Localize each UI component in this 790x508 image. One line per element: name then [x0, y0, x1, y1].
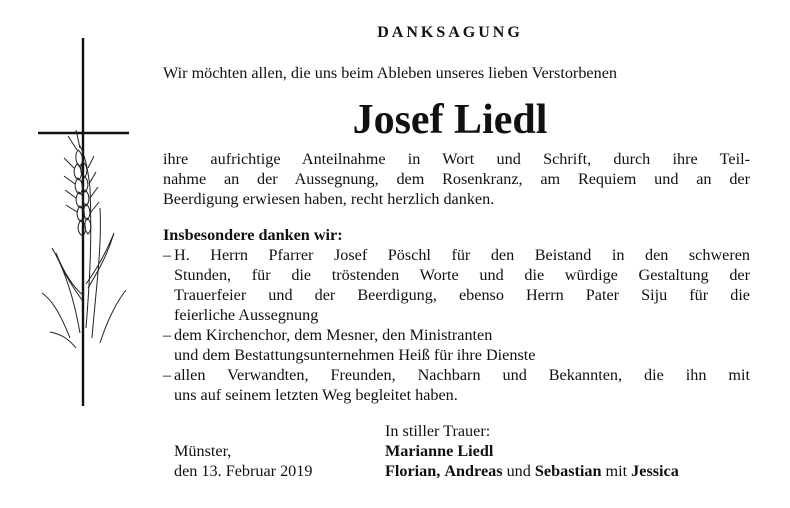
heading: DANKSAGUNG — [377, 24, 523, 41]
mit-word: mit — [605, 462, 628, 480]
mourning-label: In stiller Trauer: — [385, 422, 491, 440]
special-heading: Insbesondere danken wir: — [163, 226, 343, 244]
date: den 13. Februar 2019 — [174, 462, 313, 480]
item-1-line-1: H. Herrn Pfarrer Josef Pöschl für den Beistand in den schweren — [174, 246, 750, 264]
intro-line: Wir möchten allen, die uns beim Ableben unseres lieben Verstorbenen — [163, 64, 617, 82]
item-2-line-1: dem Kirchenchor, dem Mesner, den Ministranten — [174, 326, 493, 344]
place: Münster, — [174, 442, 232, 460]
deceased-name: Josef Liedl — [352, 97, 548, 143]
mourner-5: Jessica — [631, 462, 679, 480]
mourner-4: Sebastian — [534, 462, 602, 480]
mourner-1: Marianne Liedl — [385, 442, 494, 460]
item-3-line-1: allen Verwandten, Freunden, Nachbarn und Bekannten, die ihn mit — [174, 366, 750, 384]
und-word: und — [506, 462, 531, 480]
mourners-line — [385, 461, 679, 481]
mourner-2: Florian — [385, 462, 437, 480]
thanks-line-2: nahme an der Aussegnung, dem Rosenkranz, am Requiem und an der — [163, 170, 750, 188]
cross-wheat-ornament — [30, 38, 140, 408]
thanks-line-1: ihre aufrichtige Anteilnahme in Wort und Schrift, durch ihre Teil- — [163, 150, 750, 168]
item-3-line-2: uns auf seinem letzten Weg begleitet haben. — [174, 386, 458, 404]
item-2-dash: – — [163, 326, 172, 344]
mourner-3: Andreas — [444, 462, 503, 480]
thanks-line-3: Beerdigung erwiesen haben, recht herzlich danken. — [163, 190, 495, 208]
comma: , — [436, 462, 441, 480]
item-1-line-4: feierliche Aussegnung — [174, 306, 319, 324]
item-1-line-2: Stunden, für die tröstenden Worte und die würdige Gestaltung der — [174, 266, 750, 284]
item-2-line-2: und dem Bestattungsunternehmen Heiß für ihre Dienste — [174, 346, 536, 364]
item-3-dash: – — [163, 366, 172, 384]
item-1-dash: – — [163, 246, 172, 264]
item-1-line-3: Trauerfeier und der Beerdigung, ebenso Herrn Pater Siju für die — [174, 286, 750, 304]
